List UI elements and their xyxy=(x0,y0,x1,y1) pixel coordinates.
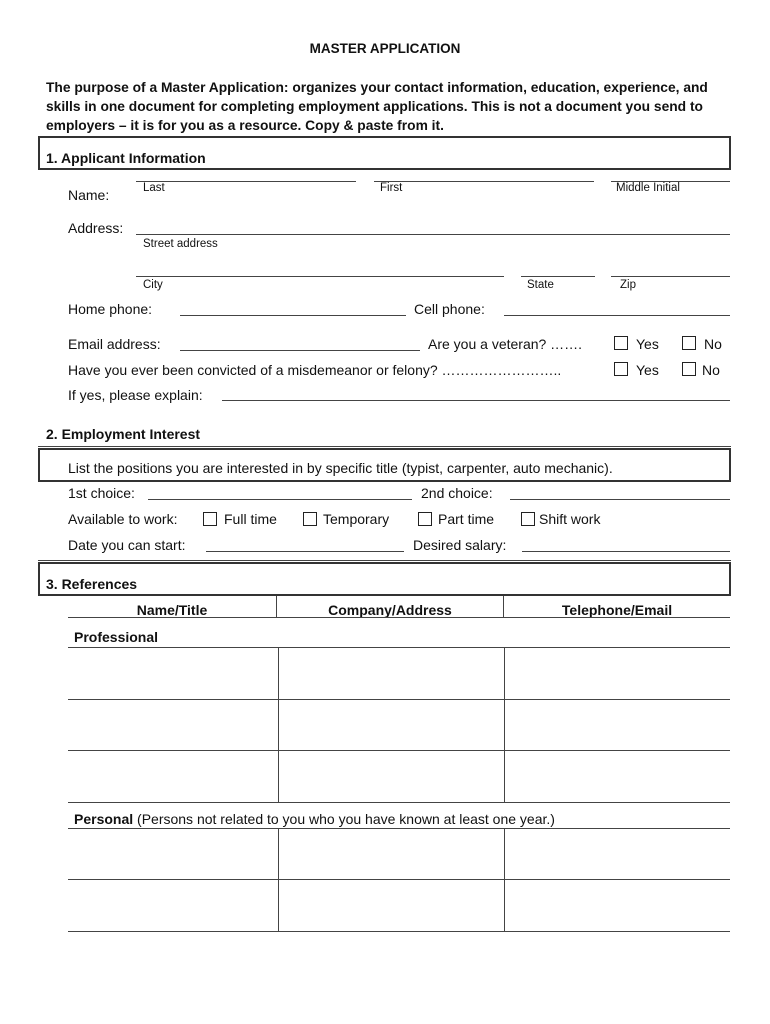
personal-heading xyxy=(74,811,555,827)
purpose-text: The purpose of a Master Application: organizes your contact information, education, experience, and skills in one document for completing employment applications. This is not a document you send to employers – it is for you as a resource. Copy & paste from it. xyxy=(46,80,708,133)
explain-label: If yes, please explain: xyxy=(68,387,203,403)
name-label: Name: xyxy=(68,187,110,203)
section2-instructions: List the positions you are interested in by specific title (typist, carpenter, auto mechanic). xyxy=(68,460,613,476)
veteran-label: Are you a veteran? ……. xyxy=(428,336,583,352)
address-label: Address: xyxy=(68,220,124,236)
first-choice-field[interactable] xyxy=(148,499,412,500)
section3-box xyxy=(38,562,731,596)
convicted-yes-checkbox[interactable] xyxy=(614,362,628,376)
personal-note: (Persons not related to you who you have known at least one year.) xyxy=(133,811,555,827)
street-field[interactable] xyxy=(136,234,730,235)
last-hint: Last xyxy=(143,182,165,194)
last-name-field[interactable] xyxy=(136,181,356,182)
shift-work-label: Shift work xyxy=(539,511,601,527)
convicted-yes-label: Yes xyxy=(636,362,659,378)
shift-work-checkbox[interactable] xyxy=(521,512,535,526)
ref-row-line xyxy=(68,699,730,700)
ref-col-divider xyxy=(278,647,279,802)
col-name-title: Name/Title xyxy=(136,602,208,618)
professional-label: Professional xyxy=(74,629,159,645)
state-hint: State xyxy=(527,279,554,291)
ref-row-line xyxy=(68,647,730,648)
ref-col-divider xyxy=(504,647,505,802)
ref-row-line xyxy=(68,931,730,932)
full-time-label: Full time xyxy=(224,511,277,527)
ref-row-line xyxy=(68,750,730,751)
zip-hint: Zip xyxy=(620,279,636,291)
email-field[interactable] xyxy=(180,350,420,351)
convicted-no-label: No xyxy=(702,362,720,378)
section1-title: 1. Applicant Information xyxy=(46,150,206,166)
part-time-checkbox[interactable] xyxy=(418,512,432,526)
cell-phone-field[interactable] xyxy=(504,315,730,316)
ref-row-line xyxy=(68,828,730,829)
section3-rule xyxy=(38,560,731,561)
start-date-field[interactable] xyxy=(206,551,404,552)
street-hint: Street address xyxy=(143,238,218,250)
part-time-label: Part time xyxy=(438,511,495,527)
col-company-address: Company/Address xyxy=(328,602,452,618)
first-choice-label: 1st choice: xyxy=(68,485,135,501)
header-underline xyxy=(68,617,730,618)
veteran-no-checkbox[interactable] xyxy=(682,336,696,350)
section2-title: 2. Employment Interest xyxy=(46,426,201,442)
full-time-checkbox[interactable] xyxy=(203,512,217,526)
state-field[interactable] xyxy=(521,276,595,277)
city-hint: City xyxy=(143,279,163,291)
available-label: Available to work: xyxy=(68,511,178,527)
temporary-label: Temporary xyxy=(323,511,390,527)
veteran-yes-checkbox[interactable] xyxy=(614,336,628,350)
ref-col-divider xyxy=(504,828,505,931)
email-label: Email address: xyxy=(68,336,161,352)
page-title: MASTER APPLICATION xyxy=(309,41,461,56)
header-divider-1 xyxy=(276,596,277,617)
salary-field[interactable] xyxy=(522,551,730,552)
section2-rule xyxy=(38,446,731,447)
col-telephone-email: Telephone/Email xyxy=(561,602,673,618)
veteran-yes-label: Yes xyxy=(636,336,659,352)
ref-row-line xyxy=(68,802,730,803)
veteran-no-label: No xyxy=(704,336,722,352)
convicted-label: Have you ever been convicted of a misdemeanor or felony? …………………….. xyxy=(68,362,562,378)
temporary-checkbox[interactable] xyxy=(303,512,317,526)
first-name-field[interactable] xyxy=(374,181,594,182)
zip-field[interactable] xyxy=(611,276,730,277)
explain-field[interactable] xyxy=(222,400,730,401)
ref-col-divider xyxy=(278,828,279,931)
home-phone-field[interactable] xyxy=(180,315,406,316)
home-phone-label: Home phone: xyxy=(68,301,153,317)
start-date-label: Date you can start: xyxy=(68,537,186,553)
ref-row-line xyxy=(68,879,730,880)
second-choice-label: 2nd choice: xyxy=(421,485,493,501)
cell-phone-label: Cell phone: xyxy=(414,301,485,317)
header-divider-2 xyxy=(503,596,504,617)
second-choice-field[interactable] xyxy=(510,499,730,500)
salary-label: Desired salary: xyxy=(413,537,507,553)
section3-title: 3. References xyxy=(46,576,138,592)
city-field[interactable] xyxy=(136,276,504,277)
personal-label: Personal xyxy=(74,811,134,827)
first-hint: First xyxy=(380,182,403,194)
convicted-no-checkbox[interactable] xyxy=(682,362,696,376)
middle-hint: Middle Initial xyxy=(616,182,680,194)
